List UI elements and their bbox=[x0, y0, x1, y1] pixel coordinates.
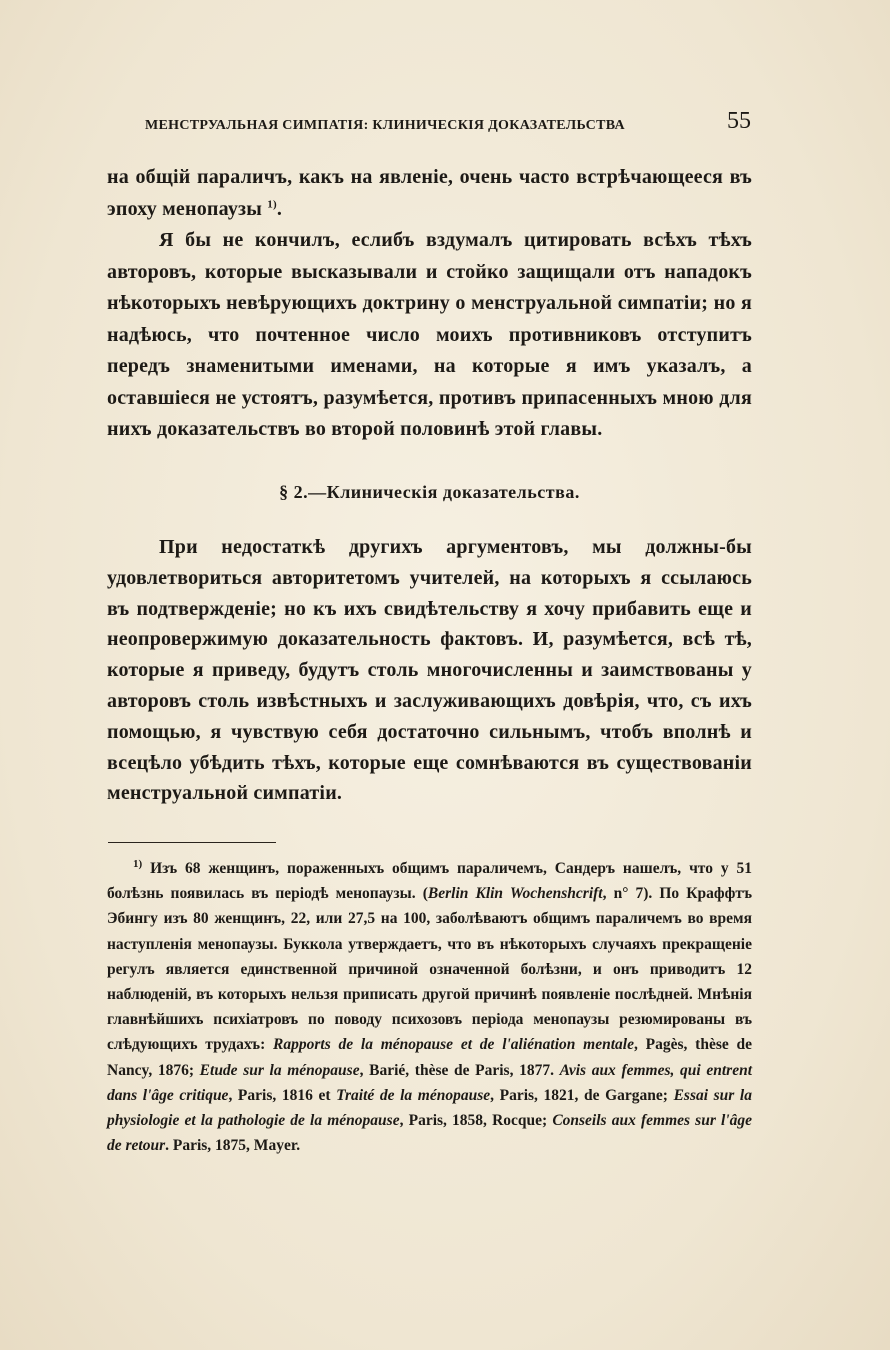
paragraph-tail: . bbox=[276, 197, 283, 220]
citation-title: Essai sur la physiologie et la pathologie de la ménopause bbox=[107, 1086, 752, 1130]
footnote-text: , Pagès, thèse de Nancy, 1876; bbox=[107, 1036, 753, 1079]
footnote-text: , Barié, thèse de Paris, 1877. bbox=[359, 1061, 560, 1079]
paragraph: Я бы не кончилъ, еслибъ вздумалъ цитировать всѣхъ тѣхъ авторовъ, которые высказывали и стойко защищали отъ нападокъ нѣкоторыхъ невѣрующихъ доктрину о менструальной симпатіи; но я надѣюсь, что почтенное число моихъ противниковъ отступитъ передъ знаменитыми именами, на которые я имъ указалъ, а оставшіеся не устоятъ, разумѣется, противъ припасенныхъ мною для нихъ доказательствъ во второй половинѣ этой главы. bbox=[107, 229, 752, 440]
body-text-bottom bbox=[107, 532, 752, 809]
footnote-text: , Paris, 1858, Rocque; bbox=[399, 1112, 553, 1130]
running-title: МЕНСТРУАЛЬНАЯ СИМПАТІЯ: КЛИНИЧЕСКІЯ ДОКАЗАТЕЛЬСТВА bbox=[145, 118, 625, 133]
citation-title: Avis aux femmes, qui entrent dans l'âge critique bbox=[107, 1061, 753, 1104]
footnote-separator bbox=[108, 842, 276, 843]
footnote-text: . Paris, 1875, Mayer. bbox=[165, 1137, 301, 1155]
footnote bbox=[107, 856, 752, 1158]
citation-title: Berlin Klin Wochenshcrift bbox=[427, 885, 603, 903]
paragraph-text: на общій параличъ, какъ на явленіе, очень часто встрѣчающееся въ эпоху менопаузы bbox=[107, 166, 752, 220]
citation-title: Etude sur la ménopause bbox=[199, 1061, 360, 1079]
page-header bbox=[145, 108, 755, 142]
footnote-text: Изъ 68 женщинъ, пораженныхъ общимъ параличемъ, Сандеръ нашелъ, что у 51 болѣзнь появилась въ періодѣ менопаузы. ( bbox=[107, 860, 752, 903]
page-number: 55 bbox=[727, 108, 751, 134]
footnote-text: , Paris, 1816 et bbox=[228, 1086, 337, 1104]
footnote-reference[interactable]: 1) bbox=[267, 197, 277, 210]
footnote-text: , Paris, 1821, de Gargane; bbox=[490, 1086, 674, 1104]
paragraph: При недостаткѣ другихъ аргументовъ, мы должны-бы удовлетвориться авторитетомъ учителей, на которыхъ я ссылаюсь въ подтвержденіе; но къ ихъ свидѣтельству я хочу прибавить еще и неопровержимую доказательность фактовъ. И, разумѣется, всѣ тѣ, которые я приведу, будутъ столь многочисленны и заимствованы у авторовъ столь извѣстныхъ и заслуживающихъ довѣрія, что, съ ихъ помощью, я чувствую себя достаточно сильнымъ, чтобъ вполнѣ и всецѣло убѣдить тѣхъ, которые еще сомнѣваются въ существованіи менструальной симпатіи. bbox=[107, 536, 752, 805]
citation-title: Traité de la ménopause bbox=[336, 1086, 491, 1104]
footnote-text: , n° 7). По Краффтъ Эбингу изъ 80 женщинъ, 22, или 27,5 на 100, заболѣваютъ общимъ параличемъ во время наступленія менопаузы. Буккола утверждаетъ, что въ нѣкоторыхъ случаяхъ прекращеніе регулъ является единственной причиной означенной болѣзни, и онъ приводитъ 12 наблюденій, въ которыхъ нельзя приписать другой причинѣ появленіе послѣдней. Мнѣнія главнѣйшихъ психіатровъ по поводу психозовъ періода менопаузы резюмированы въ слѣдующихъ трудахъ: bbox=[107, 885, 752, 1054]
footnote-marker: 1) bbox=[133, 857, 143, 870]
citation-title: Rapports de la ménopause et de l'aliénation mentale bbox=[273, 1036, 634, 1054]
body-text-top bbox=[107, 162, 752, 446]
paragraph-continuation bbox=[107, 162, 752, 225]
section-heading: § 2.—Клиническія доказательства. bbox=[279, 482, 580, 502]
citation-title: Conseils aux femmes sur l'âge de retour bbox=[107, 1112, 752, 1155]
